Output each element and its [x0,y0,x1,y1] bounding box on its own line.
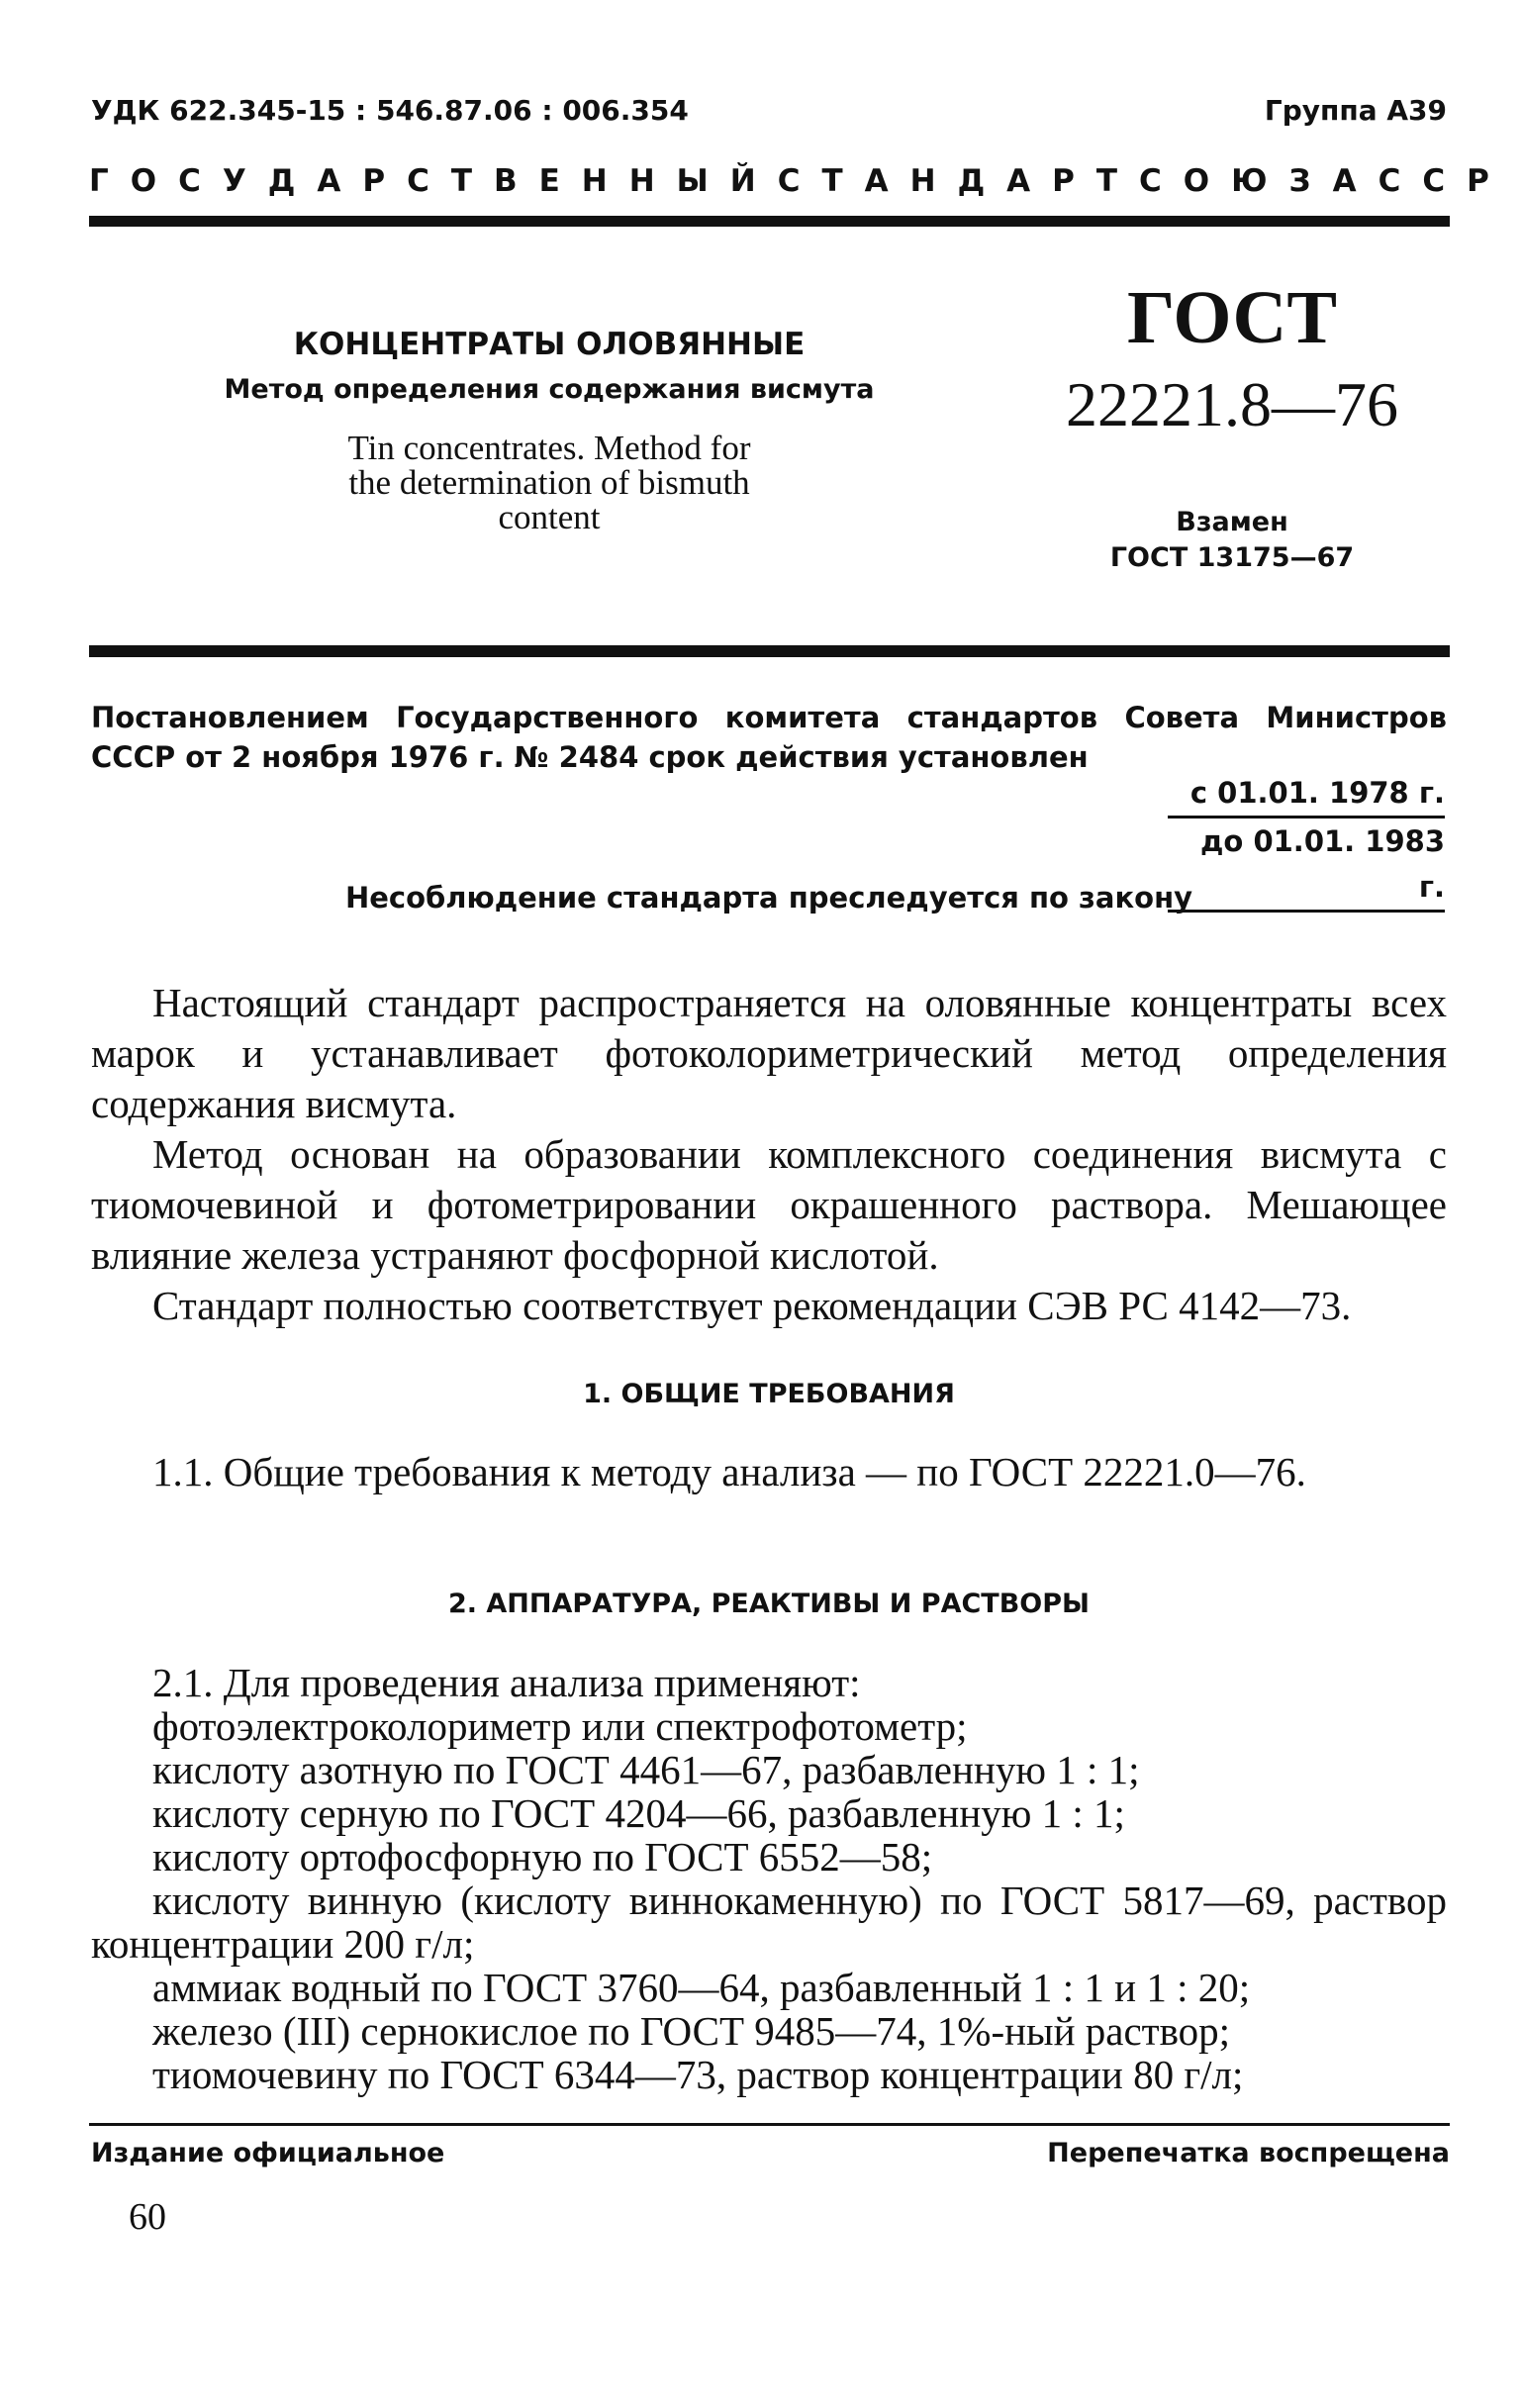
title-ru-main: КОНЦЕНТРАТЫ ОЛОВЯННЫЕ [293,327,806,362]
middle-thick-rule [89,645,1450,657]
gost-label: ГОСТ [1126,276,1338,359]
banner-word: СТАНДАРТ [777,163,1140,199]
banner-word: ГОСУДАРСТВЕННЫЙ [89,163,778,199]
intro-paragraph: Стандарт полностью соответствует рекомендации СЭВ РС 4142—73. [152,1283,1352,1328]
title-en [183,431,915,534]
list-item: тиомочевину по ГОСТ 6344—73, раствор концентрации 80 г/л; [152,2052,1244,2097]
decree-line-1: Постановлением Государственного комитета стандартов Совета Министров [91,701,1447,734]
footer-reprint-prohibited: Перепечатка воспрещена [1047,2138,1450,2168]
intro-text [91,978,1447,1331]
section-2-list [91,1661,1447,2096]
title-en-line: Tin concentrates. Method for [347,429,751,467]
list-item: кислоту азотную по ГОСТ 4461—67, разбавленную 1 : 1; [152,1747,1140,1792]
intro-paragraph: Настоящий стандарт распространяется на оловянные концентраты всех марок и устанавливает фотоколориметрический метод определения содержания висмута. [91,980,1447,1126]
list-item: аммиак водный по ГОСТ 3760—64, разбавленный 1 : 1 и 1 : 20; [152,1965,1251,2010]
footer-rule [89,2123,1450,2126]
group-code: Группа А39 [1264,94,1447,127]
section-2-heading: 2. АППАРАТУРА, РЕАКТИВЫ И РАСТВОРЫ [447,1589,1091,1619]
section-1-heading: 1. ОБЩИЕ ТРЕБОВАНИЯ [583,1379,955,1409]
banner-word: ССР [1378,163,1511,199]
list-item: кислоту серную по ГОСТ 4204—66, разбавленную 1 : 1; [152,1790,1125,1836]
list-item: кислоту винную (кислоту виннокаменную) по ГОСТ 5817—69, раствор концентрации 200 г/л; [91,1878,1447,1967]
decree-line-2: СССР от 2 ноября 1976 г. № 2484 срок действия установлен [91,740,1089,774]
list-item: 2.1. Для проведения анализа применяют: [152,1660,861,1705]
footer-official-edition: Издание официальное [91,2138,445,2168]
title-ru-sub: Метод определения содержания висмута [224,374,875,405]
list-item: железо (III) сернокислое по ГОСТ 9485—74, 1%-ный раствор; [152,2008,1231,2054]
list-item: кислоту ортофосфорную по ГОСТ 6552—58; [152,1834,933,1879]
gost-number: 22221.8—76 [1066,369,1398,439]
banner-word: СОЮЗА [1139,163,1378,199]
replaces-label: Взамен [1176,507,1288,537]
intro-paragraph: Метод основан на образовании комплексного соединения висмута с тиомочевиной и фотометрировании окрашенного раствора. Мешающее влияние железа устраняют фосфорной кислотой. [91,1131,1447,1278]
title-en-line: the determination of bismuth [348,463,750,502]
section-1-paragraph: 1.1. Общие требования к методу анализа — по ГОСТ 22221.0—76. [152,1449,1306,1494]
title-en-line: content [498,498,601,536]
top-thick-rule [89,216,1450,227]
date-to: до 01.01. 1983 г. [1168,819,1445,913]
date-from: с 01.01. 1978 г. [1168,770,1445,819]
udk-code: УДК 622.345-15 : 546.87.06 : 006.354 [91,94,689,127]
replaces-value: ГОСТ 13175—67 [1109,542,1355,573]
notice: Несоблюдение стандарта преследуется по закону [344,881,1193,915]
page-number: 60 [129,2196,166,2238]
list-item: фотоэлектроколориметр или спектрофотометр; [152,1703,968,1749]
state-standard-banner [89,163,1511,199]
